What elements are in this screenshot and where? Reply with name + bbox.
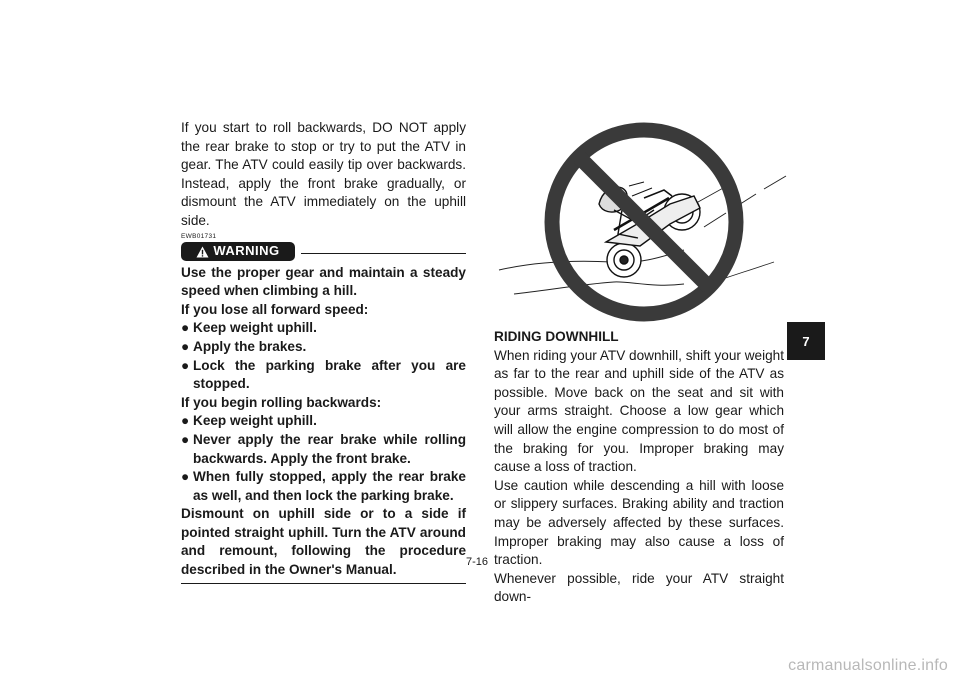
warning-label: WARNING <box>213 243 280 259</box>
forward-heading: If you lose all forward speed: <box>181 301 369 317</box>
warning-lead: Use the proper gear and maintain a steady speed when climbing a hill. <box>181 264 466 299</box>
backward-bullet-list <box>181 412 466 505</box>
bullet-icon: ● <box>181 320 190 336</box>
downhill-paragraph-1: When riding your ATV downhill, shift your weight as far to the rear and uphill side of the ATV as possible. Move back on the seat and sit with your arms straight. Choose a low gear which will allow the engine compression to do most of the braking for you. Improper braking may cause a loss of traction. <box>494 347 784 475</box>
right-column <box>494 328 784 607</box>
backward-heading: If you begin rolling backwards: <box>181 394 382 410</box>
section-heading: RIDING DOWNHILL <box>494 329 619 344</box>
warning-code: EWB01731 <box>181 232 217 240</box>
list-item: ● When fully stopped, apply the rear brake as well, and then lock the parking brake. <box>181 468 466 505</box>
bullet-icon: ● <box>181 469 190 485</box>
warning-end-rule <box>181 583 466 584</box>
watermark-logo: carmanualsonline.info <box>788 657 948 674</box>
forward-bullet-list <box>181 319 466 393</box>
warning-header <box>181 242 466 262</box>
list-item: ● Keep weight uphill. <box>181 412 466 431</box>
list-item: ● Apply the brakes. <box>181 338 466 357</box>
chapter-tab: 7 <box>787 322 825 360</box>
warning-badge <box>181 242 295 261</box>
atv-downhill-prohibited-illustration <box>494 112 794 322</box>
closing-paragraph: Dismount on uphill side or to a side if pointed straight uphill. Turn the ATV around and remount, following the procedure described in the Owner's Manual. <box>181 506 466 578</box>
bullet-icon: ● <box>181 357 190 373</box>
warning-rule <box>301 253 466 254</box>
warning-triangle-icon <box>196 246 209 258</box>
bullet-icon: ● <box>181 338 190 354</box>
list-item: ● Never apply the rear brake while rolling backwards. Apply the front brake. <box>181 431 466 468</box>
downhill-paragraph-3: Whenever possible, ride your ATV straight down- <box>494 570 784 605</box>
intro-paragraph: If you start to roll backwards, DO NOT apply the rear brake to stop or try to put the ATV in gear. The ATV could easily tip over backwards. Instead, apply the front brake gradually, or dismount the ATV immediately on the uphill side. <box>181 120 466 228</box>
bullet-icon: ● <box>181 413 190 429</box>
prohibition-icon <box>552 130 736 314</box>
page-number: 7-16 <box>466 556 489 568</box>
bullet-icon: ● <box>181 431 190 447</box>
left-column <box>181 119 466 584</box>
downhill-paragraph-2: Use caution while descending a hill with loose or slippery surfaces. Braking ability and traction may be adversely affected by these surfaces. Improper braking may also cause a loss of traction. <box>494 477 784 568</box>
list-item: ● Keep weight uphill. <box>181 319 466 338</box>
list-item: ● Lock the parking brake after you are stopped. <box>181 357 466 394</box>
